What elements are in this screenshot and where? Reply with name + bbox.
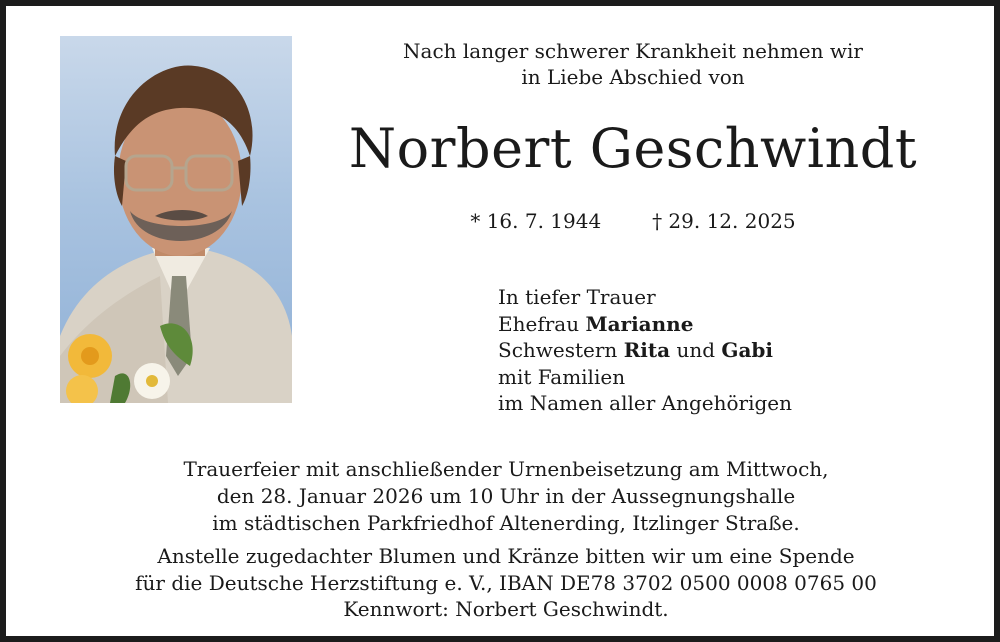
mourners-block	[498, 284, 918, 417]
donation-info	[66, 543, 946, 623]
funeral-service-info	[66, 456, 946, 537]
sister-name: Gabi	[721, 338, 774, 362]
donation-line: Kennwort: Norbert Geschwindt.	[343, 597, 669, 621]
donation-line: für die Deutsche Herzstiftung e. V., IBAN DE78 3702 0500 0008 0765 00	[135, 570, 877, 595]
life-dates	[336, 208, 930, 234]
conjunction: und	[670, 338, 722, 362]
intro-line: in Liebe Abschied von	[521, 65, 745, 89]
families-text: mit Familien	[498, 364, 626, 389]
death-date: † 29. 12. 2025	[652, 209, 796, 233]
mourners-line-families	[498, 364, 918, 391]
deceased-name: Norbert Geschwindt	[348, 117, 918, 180]
service-line: den 28. Januar 2026 um 10 Uhr in der Aussegnungshalle	[216, 484, 796, 508]
wife-name: Marianne	[585, 311, 694, 336]
mourners-line-heading	[498, 284, 918, 311]
service-line: Trauerfeier mit anschließender Urnenbeisetzung am Mittwoch,	[183, 457, 829, 481]
sisters-label: Schwestern	[498, 338, 624, 362]
portrait-illustration	[60, 36, 292, 403]
sister-name: Rita	[623, 338, 671, 362]
mourners-line-sisters	[498, 337, 918, 364]
mourners-line-relatives	[498, 390, 918, 417]
mourning-phrase: In tiefer Trauer	[498, 285, 656, 309]
portrait-photo	[60, 36, 292, 403]
donation-line: Anstelle zugedachter Blumen und Kränze bitten wir um eine Spende	[157, 544, 855, 568]
intro-line: Nach langer schwerer Krankheit nehmen wir	[403, 39, 863, 63]
service-line: im städtischen Parkfriedhof Altenerding, Itzlinger Straße.	[212, 511, 800, 535]
intro-text	[336, 38, 930, 90]
wife-label: Ehefrau	[498, 311, 586, 336]
mourners-line-wife	[498, 311, 918, 338]
birth-date: * 16. 7. 1944	[470, 209, 602, 233]
relatives-text: im Namen aller Angehörigen	[498, 391, 793, 415]
